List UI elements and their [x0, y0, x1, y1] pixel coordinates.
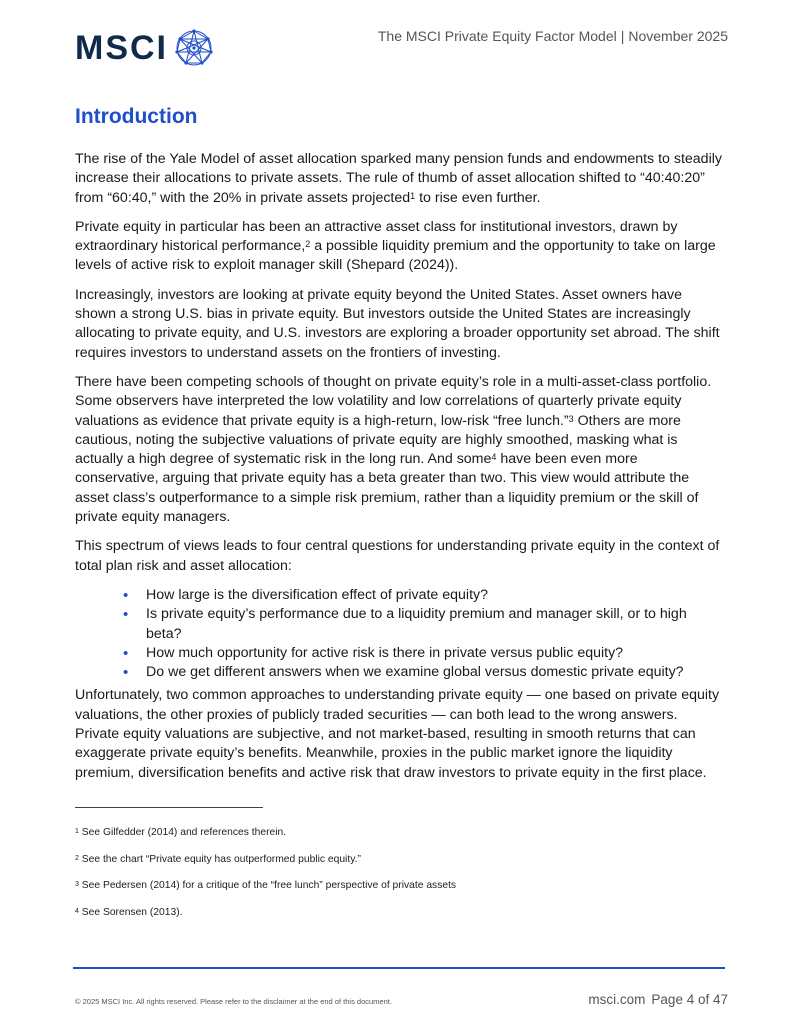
- document-date: November 2025: [628, 28, 728, 44]
- header-separator: |: [620, 28, 625, 44]
- list-item-text: Is private equity’s performance due to a liquidity premium and manager skill, or to high beta?: [146, 606, 687, 642]
- footnote-ref[interactable]: 4: [491, 452, 497, 463]
- footnote: [75, 826, 725, 840]
- paragraph-text: The rise of the Yale Model of asset allocation sparked many pension funds and endowments to steadily increase their allocations to private assets. The rule of thumb of asset allocation shifted to “40:40:20” from “60:40,” with the 20% in private assets projected: [75, 151, 722, 206]
- footnote-text: See Pedersen (2014) for a critique of the “free lunch” perspective of private assets: [78, 880, 457, 891]
- msci-logo: [75, 28, 214, 68]
- paragraph: Increasingly, investors are looking at private equity beyond the United States. Asset owners have shown a strong U.S. bias in private equity. But investors outside the United States are increasingly allocating to private equity, and U.S. investors are exploring a broader opportunity set abroad. The shift requires investors to understand assets on the frontiers of investing.: [75, 286, 720, 361]
- list-item: [123, 663, 725, 682]
- body-text: [75, 150, 725, 793]
- paragraph: [75, 373, 725, 527]
- paragraph: [75, 150, 725, 208]
- bullet-icon: •: [123, 606, 129, 624]
- bullet-icon: •: [123, 644, 129, 662]
- site-link[interactable]: msci.com: [588, 992, 646, 1007]
- footer-page-info: [588, 992, 728, 1007]
- footnote-divider: [75, 807, 263, 808]
- paragraph-text: There have been competing schools of thought on private equity’s role in a multi-asset-class portfolio. Some observers have interpreted the low volatility and low correlations of quarterly private equity valuations as evidence that private equity is a high-return, low-risk “free lunch.”: [75, 373, 712, 429]
- list-item: [123, 605, 725, 644]
- footnote-text: See the chart “Private equity has outperformed public equity.”: [78, 853, 361, 865]
- list-item: [123, 644, 725, 663]
- footnote-ref[interactable]: 3: [568, 413, 574, 424]
- paragraph: [75, 218, 725, 276]
- paragraph-text: a possible liquidity premium and the opportunity to take on large levels of active risk to exploit manager skill (Shepard (2024)).: [75, 238, 716, 274]
- footnote-number: 1: [75, 828, 79, 835]
- paragraph-text: Private equity in particular has been an attractive asset class for institutional investors, drawn by extraordinary historical performance,: [75, 218, 678, 255]
- footnote-number: 2: [75, 854, 79, 862]
- footnote: [75, 906, 725, 920]
- document-title: The MSCI Private Equity Factor Model: [377, 28, 617, 44]
- footnote-text: See Gilfedder (2014) and references therein.: [78, 827, 287, 838]
- list-item-text: How large is the diversification effect of private equity?: [146, 586, 488, 603]
- list-item: [123, 586, 725, 605]
- footnote-number: 4: [75, 907, 79, 915]
- paragraph-text: to rise even further.: [415, 189, 541, 206]
- section-title: Introduction: [75, 105, 198, 128]
- paragraph-text: Others are more cautious, noting the subjective valuations of private equity are highly smoothed, masking what is actually a high degree of systematic risk in the long run. And some: [75, 412, 681, 468]
- footnote: [75, 853, 725, 867]
- list-item-text: Do we get different answers when we examine global versus domestic private equity?: [146, 664, 684, 681]
- paragraph: This spectrum of views leads to four central questions for understanding private equity in the context of total plan risk and asset allocation:: [75, 538, 720, 574]
- globe-network-icon: [174, 28, 214, 68]
- list-item-text: How much opportunity for active risk is there in private versus public equity?: [146, 644, 624, 661]
- footnotes: [75, 826, 725, 932]
- paragraph-text: have been even more conservative, arguing that private equity has a beta greater than two. This view would attribute the asset class’s outperformance to a simple risk premium, rather than a liquidity premium or the skill of private equity managers.: [75, 451, 699, 526]
- paragraph: Unfortunately, two common approaches to understanding private equity — one based on private equity valuations, the other proxies of publicly traded securities — can both lead to the wrong answers. Private equity valuations are subjective, and not market-based, resulting in smooth returns that can exaggerate private equity’s benefits. Meanwhile, proxies in the public market ignore the liquidity premium, diversification benefits and active risk that draw investors to private equity in the first place.: [75, 687, 720, 781]
- bullet-icon: •: [123, 586, 129, 604]
- logo-wordmark: MSCI: [75, 29, 168, 67]
- bullet-icon: •: [123, 664, 129, 682]
- running-header: [378, 28, 728, 44]
- footer-divider: [73, 967, 725, 969]
- copyright-notice: © 2025 MSCI Inc. All rights reserved. Please refer to the disclaimer at the end of this document.: [75, 997, 392, 1006]
- question-list: [75, 586, 725, 682]
- footnote: [75, 879, 725, 893]
- footnote-text: See Sorensen (2013).: [78, 906, 183, 918]
- footnote-ref[interactable]: 1: [410, 190, 416, 201]
- page-number: Page 4 of 47: [651, 992, 728, 1007]
- footnote-ref[interactable]: 2: [305, 239, 311, 250]
- footnote-number: 3: [75, 881, 79, 888]
